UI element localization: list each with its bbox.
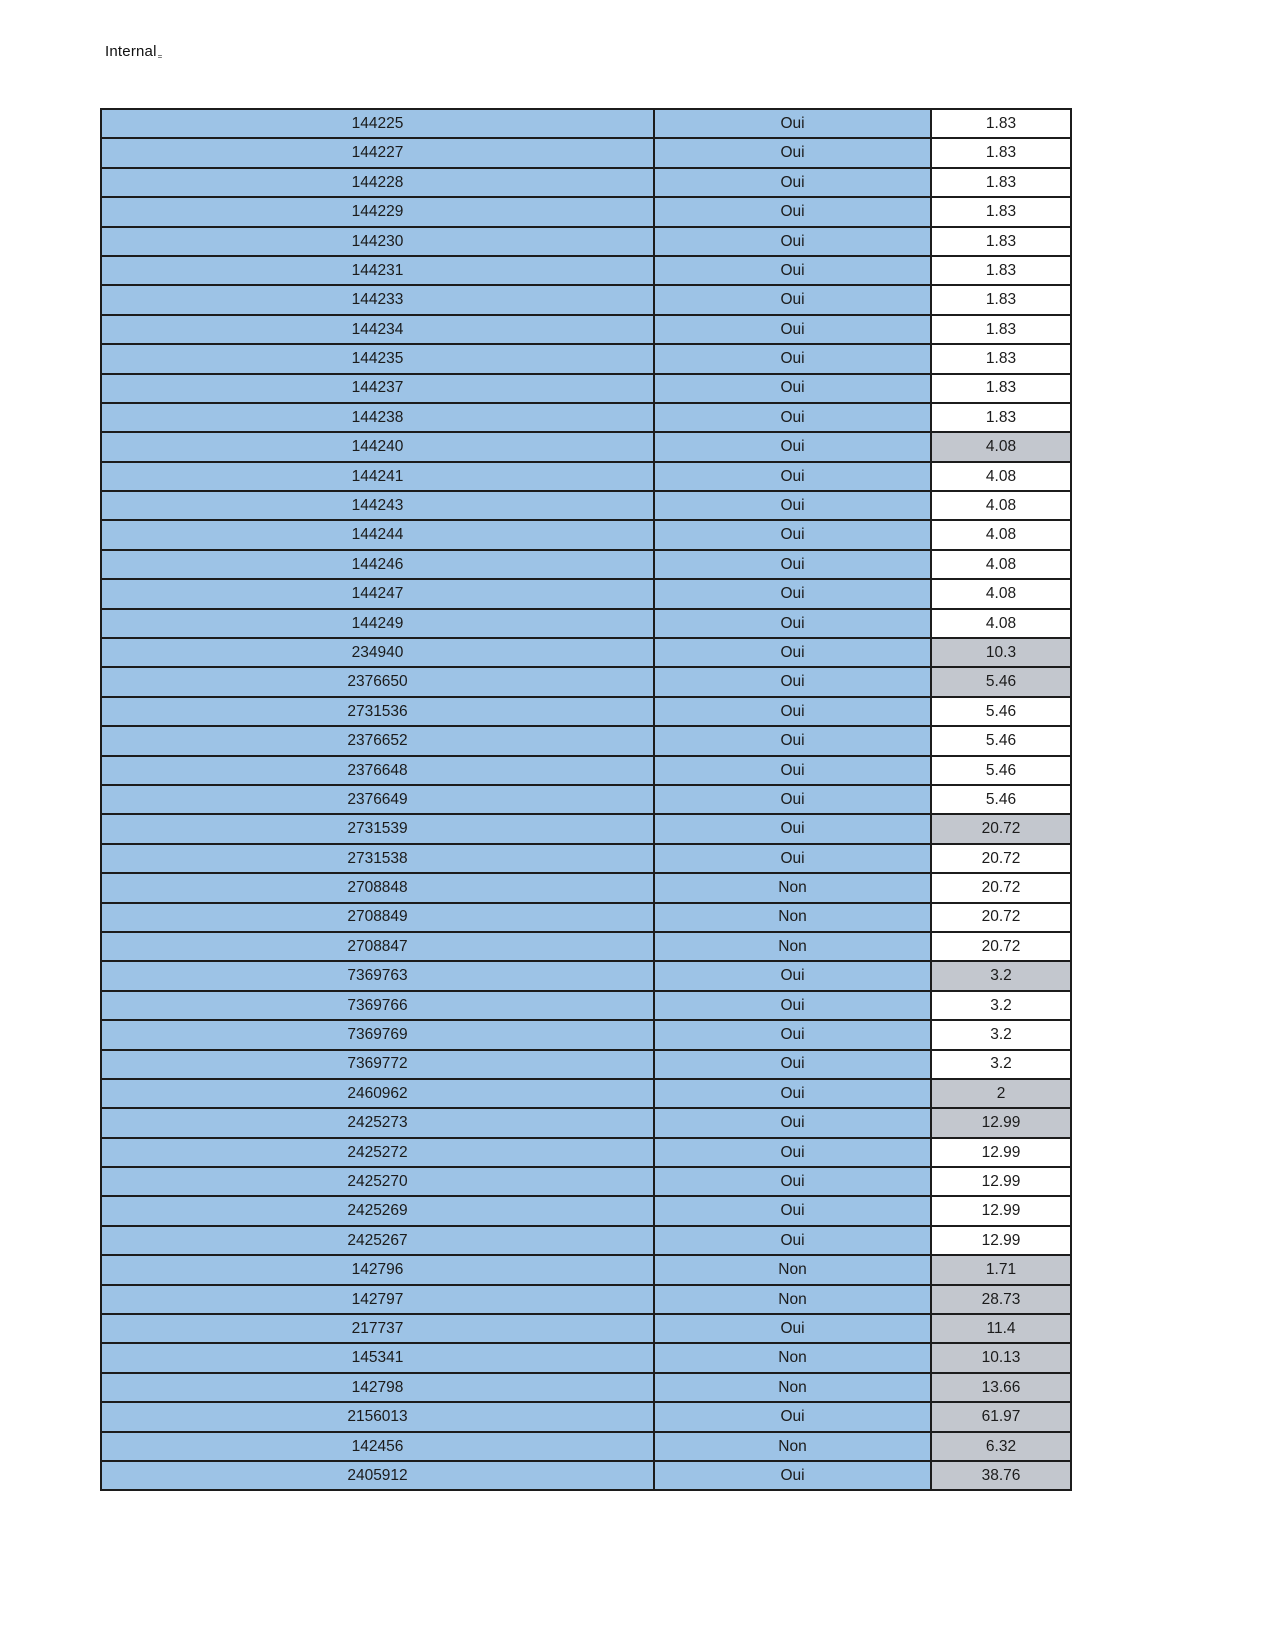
table-row bbox=[101, 1138, 1071, 1167]
table-row bbox=[101, 109, 1071, 138]
row-id-cell: 142456 bbox=[101, 1432, 654, 1461]
row-id-cell: 144233 bbox=[101, 285, 654, 314]
value-cell: 1.83 bbox=[931, 315, 1071, 344]
flag-cell: Oui bbox=[654, 1050, 931, 1079]
value-cell: 5.46 bbox=[931, 726, 1071, 755]
row-id-cell: 7369763 bbox=[101, 961, 654, 990]
row-id-cell: 142798 bbox=[101, 1373, 654, 1402]
flag-cell: Non bbox=[654, 903, 931, 932]
value-cell: 2 bbox=[931, 1079, 1071, 1108]
flag-cell: Oui bbox=[654, 168, 931, 197]
value-cell: 12.99 bbox=[931, 1226, 1071, 1255]
row-id-cell: 2708849 bbox=[101, 903, 654, 932]
table-row bbox=[101, 873, 1071, 902]
table-row bbox=[101, 550, 1071, 579]
table-row bbox=[101, 1226, 1071, 1255]
flag-cell: Oui bbox=[654, 991, 931, 1020]
table-row bbox=[101, 227, 1071, 256]
table-row bbox=[101, 1402, 1071, 1431]
value-cell: 4.08 bbox=[931, 462, 1071, 491]
value-cell: 1.83 bbox=[931, 227, 1071, 256]
value-cell: 13.66 bbox=[931, 1373, 1071, 1402]
table-row bbox=[101, 1079, 1071, 1108]
flag-cell: Oui bbox=[654, 1138, 931, 1167]
value-cell: 4.08 bbox=[931, 520, 1071, 549]
flag-cell: Oui bbox=[654, 256, 931, 285]
table-row bbox=[101, 726, 1071, 755]
value-cell: 5.46 bbox=[931, 756, 1071, 785]
table-row bbox=[101, 344, 1071, 373]
row-id-cell: 144247 bbox=[101, 579, 654, 608]
flag-cell: Non bbox=[654, 1432, 931, 1461]
row-id-cell: 2425267 bbox=[101, 1226, 654, 1255]
internal-label bbox=[105, 43, 163, 61]
table-row bbox=[101, 256, 1071, 285]
row-id-cell: 144238 bbox=[101, 403, 654, 432]
row-id-cell: 2376649 bbox=[101, 785, 654, 814]
value-cell: 20.72 bbox=[931, 903, 1071, 932]
table-body bbox=[101, 109, 1071, 1490]
table-row bbox=[101, 1050, 1071, 1079]
table-row bbox=[101, 520, 1071, 549]
value-cell: 1.83 bbox=[931, 109, 1071, 138]
value-cell: 1.83 bbox=[931, 168, 1071, 197]
row-id-cell: 2156013 bbox=[101, 1402, 654, 1431]
flag-cell: Oui bbox=[654, 1079, 931, 1108]
row-id-cell: 2708847 bbox=[101, 932, 654, 961]
flag-cell: Oui bbox=[654, 579, 931, 608]
flag-cell: Oui bbox=[654, 315, 931, 344]
row-id-cell: 2708848 bbox=[101, 873, 654, 902]
flag-cell: Oui bbox=[654, 844, 931, 873]
row-id-cell: 7369769 bbox=[101, 1020, 654, 1049]
flag-cell: Non bbox=[654, 932, 931, 961]
table-row bbox=[101, 138, 1071, 167]
value-cell: 5.46 bbox=[931, 697, 1071, 726]
table-row bbox=[101, 844, 1071, 873]
value-cell: 4.08 bbox=[931, 550, 1071, 579]
table-row bbox=[101, 932, 1071, 961]
table-row bbox=[101, 667, 1071, 696]
flag-cell: Oui bbox=[654, 1461, 931, 1490]
row-id-cell: 144230 bbox=[101, 227, 654, 256]
value-cell: 61.97 bbox=[931, 1402, 1071, 1431]
row-id-cell: 144240 bbox=[101, 432, 654, 461]
row-id-cell: 142797 bbox=[101, 1285, 654, 1314]
value-cell: 3.2 bbox=[931, 1050, 1071, 1079]
flag-cell: Oui bbox=[654, 1196, 931, 1225]
row-id-cell: 144243 bbox=[101, 491, 654, 520]
value-cell: 3.2 bbox=[931, 961, 1071, 990]
table-row bbox=[101, 1461, 1071, 1490]
flag-cell: Oui bbox=[654, 403, 931, 432]
value-cell: 12.99 bbox=[931, 1196, 1071, 1225]
row-id-cell: 144228 bbox=[101, 168, 654, 197]
internal-mark: = bbox=[157, 52, 163, 61]
flag-cell: Oui bbox=[654, 285, 931, 314]
row-id-cell: 2731539 bbox=[101, 814, 654, 843]
table-row bbox=[101, 1314, 1071, 1343]
flag-cell: Oui bbox=[654, 1314, 931, 1343]
row-id-cell: 234940 bbox=[101, 638, 654, 667]
row-id-cell: 217737 bbox=[101, 1314, 654, 1343]
value-cell: 5.46 bbox=[931, 667, 1071, 696]
flag-cell: Oui bbox=[654, 1226, 931, 1255]
flag-cell: Oui bbox=[654, 756, 931, 785]
flag-cell: Oui bbox=[654, 227, 931, 256]
row-id-cell: 2376648 bbox=[101, 756, 654, 785]
value-cell: 38.76 bbox=[931, 1461, 1071, 1490]
flag-cell: Oui bbox=[654, 344, 931, 373]
flag-cell: Oui bbox=[654, 520, 931, 549]
flag-cell: Non bbox=[654, 1343, 931, 1372]
row-id-cell: 2731536 bbox=[101, 697, 654, 726]
table-row bbox=[101, 1196, 1071, 1225]
table-row bbox=[101, 991, 1071, 1020]
flag-cell: Oui bbox=[654, 785, 931, 814]
row-id-cell: 144237 bbox=[101, 374, 654, 403]
table-row bbox=[101, 756, 1071, 785]
row-id-cell: 144229 bbox=[101, 197, 654, 226]
value-cell: 6.32 bbox=[931, 1432, 1071, 1461]
value-cell: 1.83 bbox=[931, 138, 1071, 167]
value-cell: 11.4 bbox=[931, 1314, 1071, 1343]
internal-label-text: Internal bbox=[105, 43, 157, 60]
table-row bbox=[101, 903, 1071, 932]
flag-cell: Non bbox=[654, 1373, 931, 1402]
row-id-cell: 2425273 bbox=[101, 1108, 654, 1137]
table-row bbox=[101, 462, 1071, 491]
row-id-cell: 2425272 bbox=[101, 1138, 654, 1167]
flag-cell: Oui bbox=[654, 667, 931, 696]
row-id-cell: 2376650 bbox=[101, 667, 654, 696]
table-row bbox=[101, 1285, 1071, 1314]
row-id-cell: 7369766 bbox=[101, 991, 654, 1020]
table-row bbox=[101, 432, 1071, 461]
row-id-cell: 2425269 bbox=[101, 1196, 654, 1225]
value-cell: 12.99 bbox=[931, 1138, 1071, 1167]
value-cell: 1.83 bbox=[931, 197, 1071, 226]
row-id-cell: 2405912 bbox=[101, 1461, 654, 1490]
value-cell: 1.83 bbox=[931, 374, 1071, 403]
flag-cell: Oui bbox=[654, 697, 931, 726]
table-row bbox=[101, 697, 1071, 726]
flag-cell: Oui bbox=[654, 609, 931, 638]
flag-cell: Oui bbox=[654, 432, 931, 461]
row-id-cell: 144249 bbox=[101, 609, 654, 638]
flag-cell: Oui bbox=[654, 550, 931, 579]
flag-cell: Oui bbox=[654, 109, 931, 138]
value-cell: 1.71 bbox=[931, 1255, 1071, 1284]
table-row bbox=[101, 1167, 1071, 1196]
row-id-cell: 145341 bbox=[101, 1343, 654, 1372]
value-cell: 3.2 bbox=[931, 1020, 1071, 1049]
table-row bbox=[101, 785, 1071, 814]
flag-cell: Oui bbox=[654, 462, 931, 491]
flag-cell: Oui bbox=[654, 374, 931, 403]
table-row bbox=[101, 1255, 1071, 1284]
flag-cell: Oui bbox=[654, 726, 931, 755]
flag-cell: Oui bbox=[654, 638, 931, 667]
row-id-cell: 2731538 bbox=[101, 844, 654, 873]
table-row bbox=[101, 491, 1071, 520]
table-row bbox=[101, 638, 1071, 667]
flag-cell: Oui bbox=[654, 1020, 931, 1049]
flag-cell: Oui bbox=[654, 197, 931, 226]
value-cell: 4.08 bbox=[931, 609, 1071, 638]
flag-cell: Oui bbox=[654, 1167, 931, 1196]
row-id-cell: 7369772 bbox=[101, 1050, 654, 1079]
row-id-cell: 144227 bbox=[101, 138, 654, 167]
value-cell: 1.83 bbox=[931, 256, 1071, 285]
data-table bbox=[100, 108, 1072, 1491]
row-id-cell: 2460962 bbox=[101, 1079, 654, 1108]
row-id-cell: 144231 bbox=[101, 256, 654, 285]
flag-cell: Oui bbox=[654, 961, 931, 990]
table-row bbox=[101, 285, 1071, 314]
table-row bbox=[101, 1373, 1071, 1402]
value-cell: 4.08 bbox=[931, 579, 1071, 608]
value-cell: 3.2 bbox=[931, 991, 1071, 1020]
table-row bbox=[101, 814, 1071, 843]
value-cell: 12.99 bbox=[931, 1108, 1071, 1137]
value-cell: 20.72 bbox=[931, 932, 1071, 961]
row-id-cell: 2425270 bbox=[101, 1167, 654, 1196]
value-cell: 5.46 bbox=[931, 785, 1071, 814]
table-row bbox=[101, 197, 1071, 226]
row-id-cell: 144235 bbox=[101, 344, 654, 373]
value-cell: 4.08 bbox=[931, 491, 1071, 520]
flag-cell: Oui bbox=[654, 138, 931, 167]
value-cell: 20.72 bbox=[931, 844, 1071, 873]
flag-cell: Oui bbox=[654, 1402, 931, 1431]
value-cell: 12.99 bbox=[931, 1167, 1071, 1196]
value-cell: 20.72 bbox=[931, 814, 1071, 843]
value-cell: 28.73 bbox=[931, 1285, 1071, 1314]
value-cell: 1.83 bbox=[931, 344, 1071, 373]
row-id-cell: 144225 bbox=[101, 109, 654, 138]
value-cell: 10.13 bbox=[931, 1343, 1071, 1372]
flag-cell: Oui bbox=[654, 1108, 931, 1137]
table-row bbox=[101, 961, 1071, 990]
table-row bbox=[101, 168, 1071, 197]
row-id-cell: 144244 bbox=[101, 520, 654, 549]
flag-cell: Non bbox=[654, 1285, 931, 1314]
row-id-cell: 2376652 bbox=[101, 726, 654, 755]
row-id-cell: 144246 bbox=[101, 550, 654, 579]
value-cell: 20.72 bbox=[931, 873, 1071, 902]
value-cell: 4.08 bbox=[931, 432, 1071, 461]
table-row bbox=[101, 1108, 1071, 1137]
table-row bbox=[101, 1432, 1071, 1461]
row-id-cell: 142796 bbox=[101, 1255, 654, 1284]
table-row bbox=[101, 315, 1071, 344]
table-row bbox=[101, 609, 1071, 638]
flag-cell: Oui bbox=[654, 491, 931, 520]
flag-cell: Oui bbox=[654, 814, 931, 843]
table-row bbox=[101, 374, 1071, 403]
row-id-cell: 144234 bbox=[101, 315, 654, 344]
value-cell: 10.3 bbox=[931, 638, 1071, 667]
value-cell: 1.83 bbox=[931, 403, 1071, 432]
value-cell: 1.83 bbox=[931, 285, 1071, 314]
table-row bbox=[101, 1343, 1071, 1372]
table-row bbox=[101, 1020, 1071, 1049]
table-row bbox=[101, 403, 1071, 432]
table-row bbox=[101, 579, 1071, 608]
row-id-cell: 144241 bbox=[101, 462, 654, 491]
flag-cell: Non bbox=[654, 873, 931, 902]
flag-cell: Non bbox=[654, 1255, 931, 1284]
